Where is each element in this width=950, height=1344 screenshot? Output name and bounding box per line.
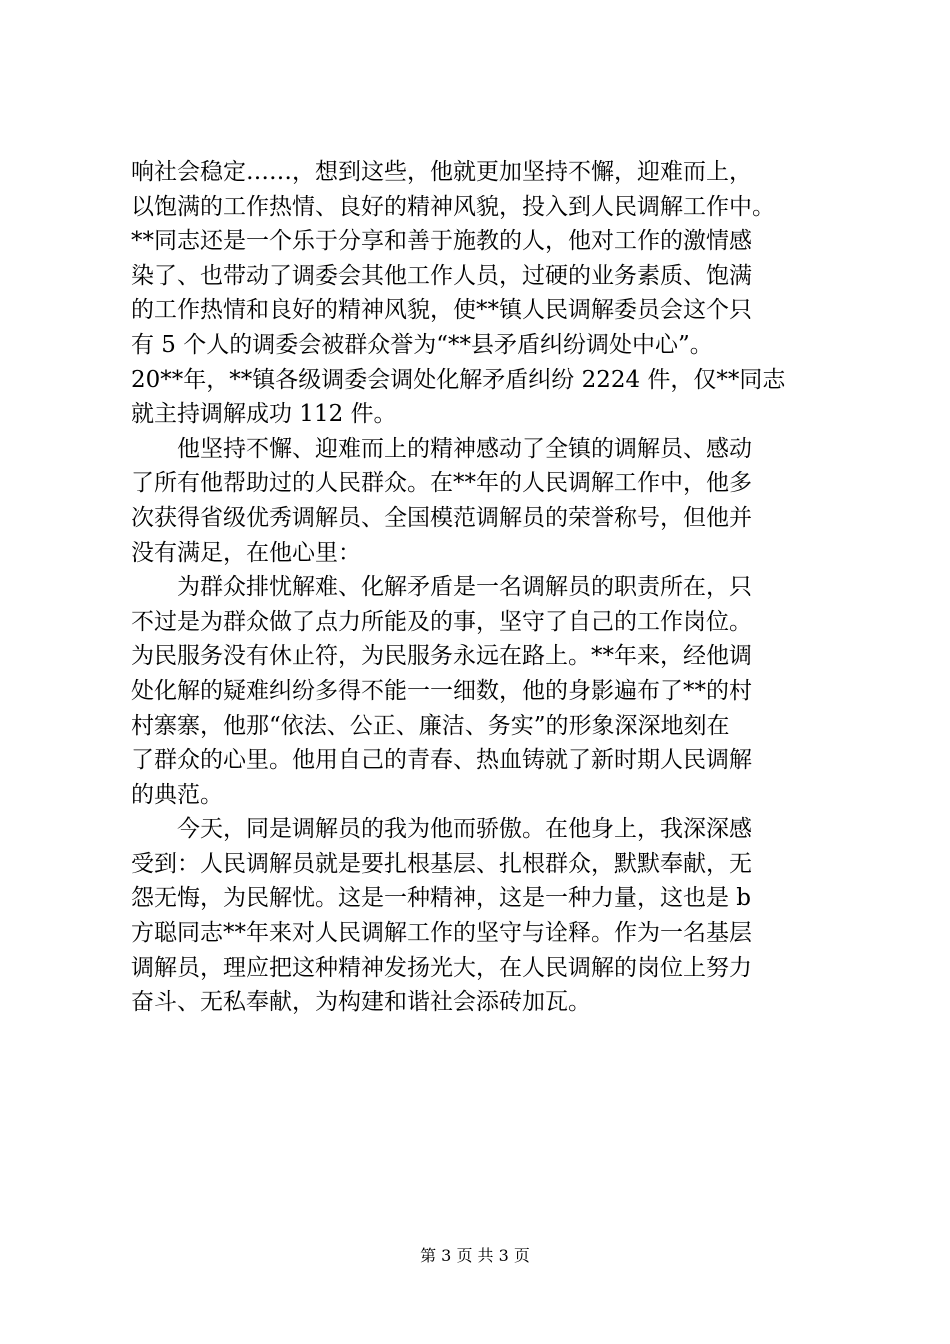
text-line: 没有满足，在他心里： (131, 539, 361, 566)
text-line: 有 5 个人的调委会被群众誉为“**县矛盾纠纷调处中心”。 (131, 331, 713, 358)
text-line: 奋斗、无私奉献，为构建和谐社会添砖加瓦。 (131, 989, 591, 1016)
text-line: 了所有他帮助过的人民群众。在**年的人民调解工作中，他多 (131, 470, 752, 497)
text-line: 响社会稳定……，想到这些，他就更加坚持不懈，迎难而上， (131, 159, 752, 185)
text-line: 方聪同志**年来对人民调解工作的坚守与诠释。作为一名基层 (131, 920, 752, 947)
article-body (131, 155, 831, 1020)
text-line: 他坚持不懈、迎难而上的精神感动了全镇的调解员、感动 (177, 435, 752, 462)
text-line: 20**年，**镇各级调委会调处化解矛盾纠纷 2224 件，仅**同志 (131, 366, 786, 393)
text-line: 处化解的疑难纠纷多得不能一一细数，他的身影遍布了**的村 (131, 677, 752, 704)
text-line: 为民服务没有休止符，为民服务永远在路上。**年来，经他调 (131, 643, 752, 670)
text-line: 调解员，理应把这种精神发扬光大，在人民调解的岗位上努力 (131, 954, 752, 981)
text-line: 不过是为群众做了点力所能及的事，坚守了自己的工作岗位。 (131, 608, 752, 635)
text-line: 的工作热情和良好的精神风貌，使**镇人民调解委员会这个只 (131, 297, 752, 324)
text-line: **同志还是一个乐于分享和善于施教的人，他对工作的激情感 (131, 228, 752, 255)
text-line: 的典范。 (131, 781, 223, 808)
page-footer: 第 3 页 共 3 页 (420, 1246, 530, 1265)
text-line: 受到：人民调解员就是要扎根基层、扎根群众，默默奉献，无 (131, 850, 752, 877)
text-line: 以饱满的工作热情、良好的精神风貌，投入到人民调解工作中。 (131, 193, 775, 220)
text-line: 次获得省级优秀调解员、全国模范调解员的荣誉称号，但他并 (131, 504, 752, 531)
text-line: 怨无悔，为民解忧。这是一种精神，这是一种力量，这也是 b (131, 885, 752, 912)
text-line: 村寨寨，他那“依法、公正、廉洁、务实”的形象深深地刻在 (131, 712, 730, 739)
text-line: 就主持调解成功 112 件。 (131, 401, 397, 428)
text-line: 了群众的心里。他用自己的青春、热血铸就了新时期人民调解 (131, 747, 752, 774)
text-line: 今天，同是调解员的我为他而骄傲。在他身上，我深深感 (177, 816, 752, 843)
text-line: 染了、也带动了调委会其他工作人员，过硬的业务素质、饱满 (131, 262, 752, 289)
text-line: 为群众排忧解难、化解矛盾是一名调解员的职责所在，只 (177, 574, 752, 601)
